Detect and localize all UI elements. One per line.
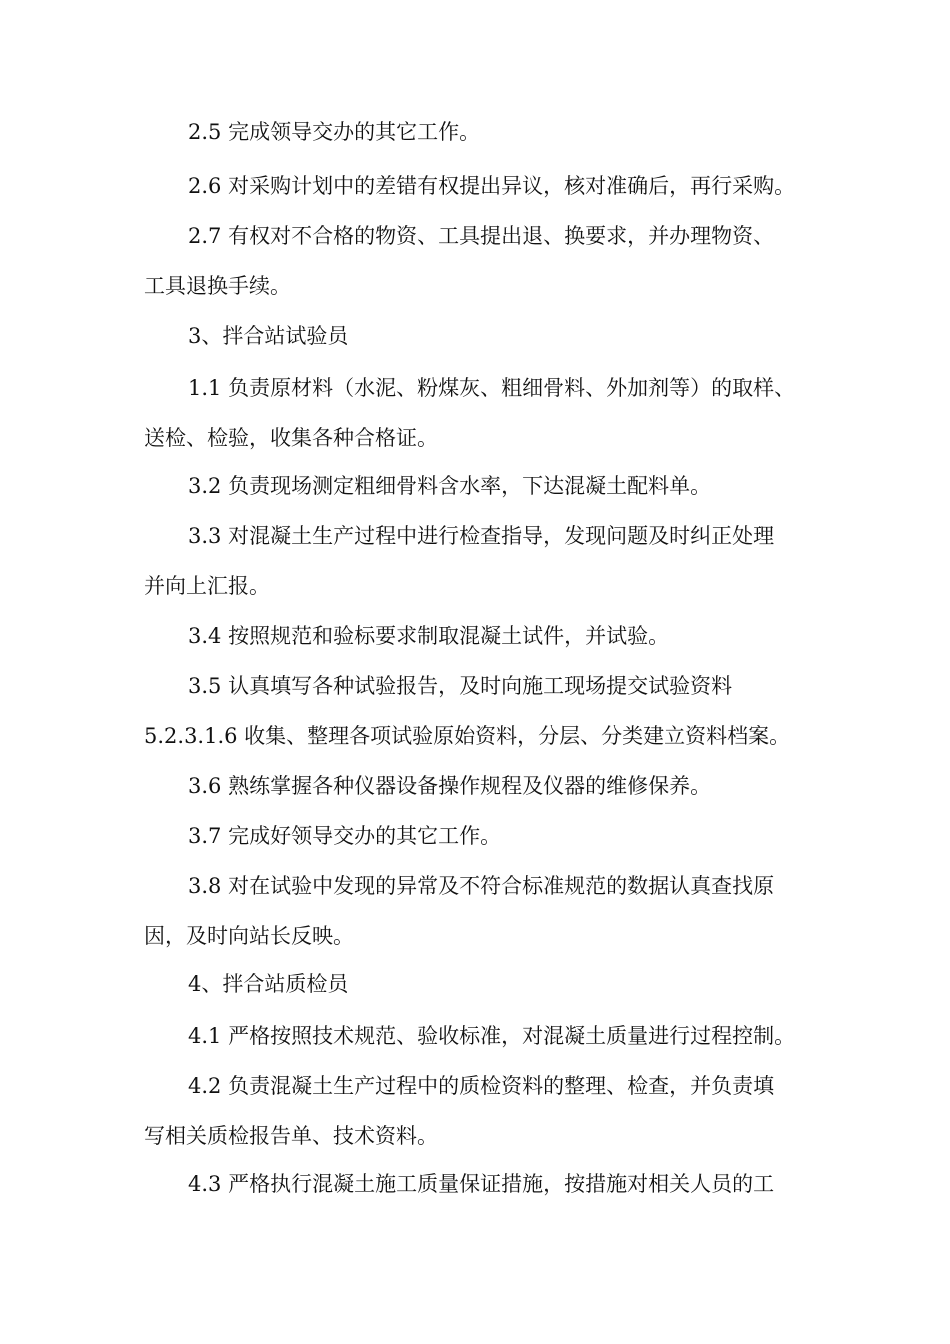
paragraph-3-6: 3.6 熟练掌握各种仪器设备操作规程及仪器的维修保养。 xyxy=(188,774,712,798)
paragraph-3-7: 3.7 完成好领导交办的其它工作。 xyxy=(188,824,502,848)
paragraph-2-7-line-1: 2.7 有权对不合格的物资、工具提出退、换要求，并办理物资、 xyxy=(188,224,775,248)
paragraph-3-5-line-1: 3.5 认真填写各种试验报告，及时向施工现场提交试验资料 xyxy=(188,674,733,698)
section-heading-4: 4、拌合站质检员 xyxy=(188,972,349,996)
section-heading-3: 3、拌合站试验员 xyxy=(188,324,349,348)
paragraph-1-1-line-1: 1.1 负责原材料（水泥、粉煤灰、粗细骨料、外加剂等）的取样、 xyxy=(188,376,796,400)
paragraph-3-4: 3.4 按照规范和验标要求制取混凝土试件，并试验。 xyxy=(188,624,670,648)
paragraph-3-8-line-2: 因，及时向站长反映。 xyxy=(144,924,354,948)
paragraph-4-1: 4.1 严格按照技术规范、验收标准，对混凝土质量进行过程控制。 xyxy=(188,1024,796,1048)
paragraph-2-5: 2.5 完成领导交办的其它工作。 xyxy=(188,120,481,144)
paragraph-3-2: 3.2 负责现场测定粗细骨料含水率，下达混凝土配料单。 xyxy=(188,474,712,498)
paragraph-3-8-line-1: 3.8 对在试验中发现的异常及不符合标准规范的数据认真查找原 xyxy=(188,874,775,898)
paragraph-4-2-line-1: 4.2 负责混凝土生产过程中的质检资料的整理、检查，并负责填 xyxy=(188,1074,775,1098)
paragraph-4-2-line-2: 写相关质检报告单、技术资料。 xyxy=(144,1124,438,1148)
paragraph-3-3-line-1: 3.3 对混凝土生产过程中进行检查指导，发现问题及时纠正处理 xyxy=(188,524,775,548)
paragraph-2-7-line-2: 工具退换手续。 xyxy=(144,274,291,298)
paragraph-3-3-line-2: 并向上汇报。 xyxy=(144,574,270,598)
paragraph-2-6: 2.6 对采购计划中的差错有权提出异议，核对准确后，再行采购。 xyxy=(188,174,796,198)
paragraph-3-5-line-2: 5.2.3.1.6 收集、整理各项试验原始资料，分层、分类建立资料档案。 xyxy=(144,724,791,748)
paragraph-4-3-line-1: 4.3 严格执行混凝土施工质量保证措施，按措施对相关人员的工 xyxy=(188,1172,775,1196)
paragraph-1-1-line-2: 送检、检验，收集各种合格证。 xyxy=(144,426,438,450)
